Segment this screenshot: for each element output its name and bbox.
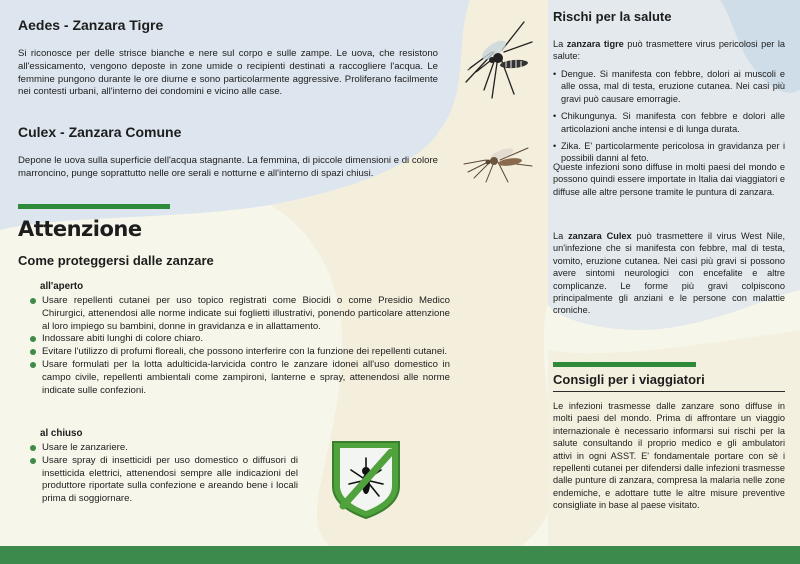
travel-text: Le infezioni trasmesse dalle zanzare sono diffuse in molti paesi del mondo. Prima di affrontare un viaggio internazionale è necessario informarsi sui rischi per la salute consultando il proprio medico e gli ambulatori attivi in ogni ASST. E' fondamentale portare con sè i repellenti cutanei per difendersi dalle infezioni trasmesse dalle punture di zanzara, compresa la malaria nelle zone endemiche, e adottare tutte le altre misure preventive consigliate in base al paese visitato. bbox=[553, 401, 785, 511]
indoor-list bbox=[30, 442, 298, 506]
list-item: Usare formulati per la lotta adulticida-larvicida contro le zanzare idonei all'uso domestico in campo civile, repellenti ambientali come zampironi, lanterne e spray, attenendosi alle norme indicate sulle confezioni. bbox=[30, 359, 450, 397]
attention-rule bbox=[18, 204, 170, 209]
tiger-mosquito-icon bbox=[462, 12, 540, 100]
disease-list bbox=[553, 68, 785, 170]
protect-title: Come proteggersi dalle zanzare bbox=[18, 253, 214, 268]
list-item: Evitare l'utilizzo di profumi floreali, che possono interferire con la funzione dei repellenti cutanei. bbox=[30, 346, 450, 359]
footer-bar bbox=[0, 546, 800, 564]
aedes-title: Aedes - Zanzara Tigre bbox=[18, 17, 164, 33]
list-item: Indossare abiti lunghi di colore chiaro. bbox=[30, 333, 450, 346]
culex-risk-post: può trasmettere il virus West Nile, un'infezione che si manifesta con febbre, mal di testa, vomito, eruzione cutanea. Nei casi più gravi si possono avere sintomi neurologici con encefalite e altre complicanze. Le forme più gravi colpiscono principalmente gli anziani e le persone con malattie croniche. bbox=[553, 231, 786, 316]
aedes-text: Si riconosce per delle strisce bianche e nere sul corpo e sulle zampe. Le uova, che resistono all'essicamento, vengono deposte in zone umide o recipienti destinati a raccogliere l'acqua. Le femmine pungono durante le ore diurne e sono particolarmente aggressive. Proliferano facilmente nei contesti urbani, all'interno dei condomini e vicino alle case. bbox=[18, 48, 438, 98]
list-item: Usare le zanzariere. bbox=[30, 442, 298, 455]
list-item: • Chikungunya. Si manifesta con febbre e dolori alle articolazioni anche intensi e di lunga durata. bbox=[553, 110, 785, 135]
tiger-intro-post: può trasmettere virus pericolosi per la salute: bbox=[553, 39, 785, 62]
culex-mosquito-icon bbox=[462, 138, 538, 184]
outdoor-label: all'aperto bbox=[40, 281, 84, 292]
travel-rule bbox=[553, 362, 696, 367]
attention-heading: Attenzione bbox=[18, 217, 142, 241]
no-mosquito-shield-icon bbox=[331, 440, 401, 520]
right-column bbox=[553, 0, 785, 540]
indoor-label: al chiuso bbox=[40, 428, 83, 439]
culex-risk-bold: zanzara Culex bbox=[568, 231, 632, 241]
tiger-intro-pre: La bbox=[553, 39, 567, 49]
culex-risk-pre: La bbox=[553, 231, 569, 241]
infections-text: Queste infezioni sono diffuse in molti paesi del mondo e possono quindi essere importate in Italia dai viaggiatori e diffuse alle altre persone tramite le puntura di zanzara. bbox=[553, 162, 785, 197]
tiger-intro bbox=[553, 38, 785, 63]
travel-title: Consigli per i viaggiatori bbox=[553, 372, 705, 387]
list-item: Usare spray di insetticidi per uso domestico o diffusori di insetticida elettrici, attenendosi sempre alle indicazioni del produttore riportate sulla confezione e areando bene i locali prima di soggiornare. bbox=[30, 455, 298, 506]
list-item: Usare repellenti cutanei per uso topico registrati come Biocidi o come Presidio Medico Chirurgici, attenendosi alle norme indicate sui foglietti illustrativi, ponendo particolare attenzione al loro impiego su bambini, donne in gravidanza e in allattamento. bbox=[30, 295, 450, 333]
culex-risk-text bbox=[553, 230, 785, 317]
risks-title: Rischi per la salute bbox=[553, 9, 672, 24]
list-item: • Dengue. Si manifesta con febbre, dolori ai muscoli e alle ossa, mal di testa, eruzione cutanea. Nei casi più gravi può causare emorragie. bbox=[553, 68, 785, 105]
culex-text: Depone le uova sulla superficie dell'acqua stagnante. La femmina, di piccole dimensioni e di colore marroncino, punge soprattutto nelle ore serali e notturne e all'interno di spazi chiusi. bbox=[18, 155, 438, 179]
culex-title: Culex - Zanzara Comune bbox=[18, 124, 182, 140]
list-item: • Zika. E' particolarmente pericolosa in gravidanza per i possibili danni al feto. bbox=[553, 140, 785, 165]
tiger-intro-bold: zanzara tigre bbox=[566, 39, 624, 49]
travel-divider bbox=[553, 391, 785, 392]
outdoor-list bbox=[30, 295, 450, 397]
